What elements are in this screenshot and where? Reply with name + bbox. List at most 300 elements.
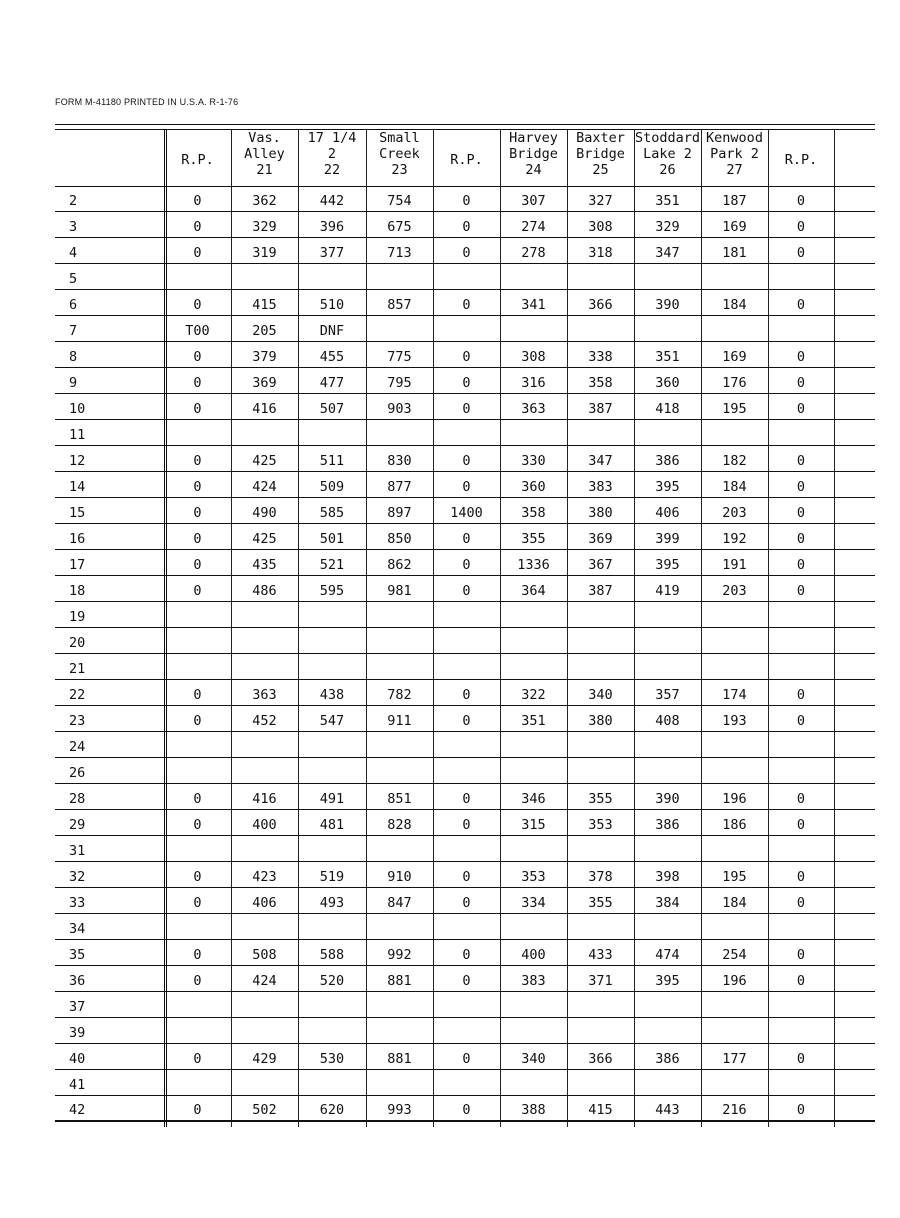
cell-stoddard: 360 [655,375,680,391]
cell-vas: 435 [252,557,277,573]
cell-rp2: 0 [462,297,471,313]
cell-rp2: 0 [462,557,471,573]
cell-rp3: 0 [796,453,806,469]
row-label: 32 [69,869,86,885]
cell-stoddard: 347 [655,245,680,261]
cell-kenwood: 187 [722,193,747,209]
cell-kenwood: 176 [722,375,747,391]
cell-small: 862 [387,557,412,573]
cell-kenwood: 169 [722,349,747,365]
cell-rp1: 0 [193,479,202,495]
cell-small: 795 [387,375,412,391]
cell-rp3: 0 [796,947,806,963]
table-row [55,316,875,342]
row-label: 9 [69,375,78,391]
row-label: 33 [69,895,86,911]
cell-baxter: 355 [588,895,613,911]
cell-rp1: 0 [193,245,202,261]
cell-rp1: 0 [193,401,202,417]
cell-small: 903 [387,401,412,417]
row-label: 41 [69,1077,86,1093]
table-row [55,498,875,524]
cell-stoddard: 419 [655,583,680,599]
cell-c1714: 396 [319,219,345,235]
row-label: 21 [69,661,86,677]
cell-kenwood: 195 [722,869,747,885]
cell-vas: 416 [252,791,277,807]
cell-vas: 362 [252,193,277,209]
cell-c1714: 585 [319,505,345,521]
row-label: 17 [69,557,86,573]
row-label: 11 [69,427,86,443]
cell-rp2: 0 [462,219,471,235]
cell-rp1: 0 [193,895,202,911]
table-row [55,706,875,732]
table-top-rule [55,124,875,125]
cell-rp2: 0 [462,583,471,599]
cell-baxter: 318 [588,245,613,261]
cell-rp2: 0 [462,817,471,833]
row-label: 28 [69,791,86,807]
table-row [55,1044,875,1070]
cell-kenwood: 191 [722,557,747,573]
cell-c1714: 595 [319,583,345,599]
cell-rp2: 1400 [450,505,483,521]
cell-rp3: 0 [796,687,806,703]
row-label: 22 [69,687,86,703]
cell-vas: 400 [252,817,277,833]
cell-c1714: 509 [319,479,345,495]
cell-c1714: 511 [319,453,345,469]
table-row [55,576,875,602]
table-row [55,602,875,628]
table-row [55,446,875,472]
cell-kenwood: 216 [722,1102,747,1118]
cell-rp3: 0 [796,219,806,235]
cell-kenwood: 169 [722,219,747,235]
cell-stoddard: 395 [655,479,680,495]
cell-baxter: 308 [588,219,613,235]
cell-rp3: 0 [796,713,806,729]
cell-stoddard: 386 [655,1051,680,1067]
cell-rp1: 0 [193,219,202,235]
column-header-rp2: R.P. [450,152,483,168]
cell-vas: 379 [252,349,277,365]
cell-small: 897 [387,505,412,521]
row-label: 20 [69,635,86,651]
data-table [55,124,875,1129]
cell-baxter: 366 [588,1051,613,1067]
cell-small: 992 [387,947,412,963]
cell-rp2: 0 [462,479,471,495]
cell-c1714: 491 [319,791,345,807]
table-row [55,680,875,706]
cell-vas: 424 [252,973,277,989]
cell-harvey: 340 [521,1051,546,1067]
cell-rp3: 0 [796,557,806,573]
cell-rp3: 0 [796,973,806,989]
row-label: 39 [69,1025,86,1041]
cell-c1714: 588 [319,947,345,963]
cell-harvey: 307 [521,193,546,209]
row-label: 42 [69,1102,86,1118]
row-label: 31 [69,843,86,859]
cell-stoddard: 329 [655,219,680,235]
cell-small: 675 [387,219,412,235]
table-row [55,212,875,238]
cell-c1714: 620 [319,1102,345,1118]
cell-stoddard: 418 [655,401,680,417]
table-row [55,342,875,368]
cell-baxter: 380 [588,713,613,729]
cell-c1714: 519 [319,869,345,885]
table-row [55,758,875,784]
column-header-c1714: 17 1/4 2 22 [307,130,357,178]
cell-kenwood: 181 [722,245,747,261]
cell-rp3: 0 [796,531,806,547]
cell-baxter: 371 [588,973,613,989]
cell-harvey: 278 [521,245,546,261]
cell-rp3: 0 [796,791,806,807]
form-number-label: FORM M-41180 PRINTED IN U.S.A. R-1-76 [55,97,239,107]
table-row [55,524,875,550]
row-label: 10 [69,401,86,417]
cell-rp3: 0 [796,193,806,209]
cell-baxter: 338 [588,349,613,365]
cell-small: 828 [387,817,412,833]
row-label: 35 [69,947,86,963]
cell-baxter: 340 [588,687,613,703]
cell-stoddard: 351 [655,193,680,209]
row-label: 24 [69,739,86,755]
cell-vas: 415 [252,297,277,313]
cell-c1714: 547 [319,713,345,729]
table-row [55,1018,875,1044]
cell-kenwood: 184 [722,297,747,313]
cell-vas: 363 [252,687,277,703]
cell-harvey: 341 [521,297,546,313]
cell-rp1: 0 [193,531,202,547]
cell-vas: 425 [252,453,277,469]
cell-vas: 425 [252,531,277,547]
cell-rp3: 0 [796,297,806,313]
cell-c1714: 455 [319,349,345,365]
cell-small: 782 [387,687,412,703]
cell-vas: 416 [252,401,277,417]
cell-c1714: 481 [319,817,345,833]
table-row [55,888,875,914]
table-row [55,810,875,836]
cell-vas: 429 [252,1051,277,1067]
table-row [55,628,875,654]
table-row [55,238,875,264]
cell-rp2: 0 [462,1051,471,1067]
cell-stoddard: 384 [655,895,680,911]
cell-rp3: 0 [796,817,806,833]
cell-small: 851 [387,791,412,807]
cell-rp2: 0 [462,531,471,547]
cell-baxter: 355 [588,791,613,807]
cell-baxter: 347 [588,453,613,469]
cell-c1714: 501 [319,531,345,547]
cell-harvey: 383 [521,973,546,989]
cell-harvey: 334 [521,895,546,911]
cell-stoddard: 390 [655,791,680,807]
cell-rp2: 0 [462,713,471,729]
cell-rp1: 0 [193,349,202,365]
cell-rp1: 0 [193,193,202,209]
cell-small: 830 [387,453,412,469]
table-row [55,368,875,394]
table-row [55,264,875,290]
column-header-stoddard: Stoddard Lake 2 26 [634,130,701,178]
cell-small: 993 [387,1102,412,1118]
cell-rp1: 0 [193,375,202,391]
cell-kenwood: 177 [722,1051,747,1067]
cell-rp2: 0 [462,375,471,391]
cell-rp3: 0 [796,401,806,417]
column-header-vas: Vas. Alley 21 [244,130,285,178]
table-row [55,862,875,888]
cell-rp2: 0 [462,349,471,365]
cell-kenwood: 192 [722,531,747,547]
cell-rp1: 0 [193,1102,202,1118]
cell-baxter: 369 [588,531,613,547]
cell-rp1: T00 [185,323,210,339]
table-row [55,186,875,212]
row-label: 37 [69,999,86,1015]
cell-stoddard: 357 [655,687,680,703]
cell-harvey: 360 [521,479,546,495]
table-row [55,914,875,940]
cell-rp1: 0 [193,687,202,703]
cell-stoddard: 474 [655,947,680,963]
cell-c1714: 438 [319,687,345,703]
cell-baxter: 383 [588,479,613,495]
cell-harvey: 364 [521,583,546,599]
cell-kenwood: 184 [722,895,747,911]
table-row [55,966,875,992]
cell-harvey: 388 [521,1102,546,1118]
cell-vas: 406 [252,895,277,911]
cell-rp1: 0 [193,557,202,573]
cell-rp2: 0 [462,1102,471,1118]
cell-rp3: 0 [796,479,806,495]
cell-harvey: 346 [521,791,546,807]
cell-harvey: 330 [521,453,546,469]
cell-rp3: 0 [796,375,806,391]
row-label: 40 [69,1051,86,1067]
cell-harvey: 308 [521,349,546,365]
cell-rp3: 0 [796,245,806,261]
cell-small: 877 [387,479,412,495]
cell-baxter: 415 [588,1102,613,1118]
cell-c1714: 520 [319,973,345,989]
cell-rp1: 0 [193,1051,202,1067]
cell-vas: 369 [252,375,277,391]
cell-c1714: 442 [319,193,345,209]
cell-vas: 508 [252,947,277,963]
row-label: 3 [69,219,78,235]
table-row [55,472,875,498]
cell-small: 981 [387,583,412,599]
cell-baxter: 380 [588,505,613,521]
cell-c1714: 507 [319,401,345,417]
cell-rp1: 0 [193,817,202,833]
row-label: 14 [69,479,86,495]
cell-harvey: 316 [521,375,546,391]
cell-vas: 329 [252,219,277,235]
row-label: 4 [69,245,78,261]
cell-stoddard: 398 [655,869,680,885]
cell-kenwood: 196 [722,791,747,807]
row-label: 16 [69,531,86,547]
column-header-rp1: R.P. [181,152,214,168]
cell-rp3: 0 [796,1051,806,1067]
cell-rp2: 0 [462,687,471,703]
column-header-harvey: Harvey Bridge 24 [509,130,558,178]
column-header-baxter: Baxter Bridge 25 [576,130,625,178]
cell-rp1: 0 [193,973,202,989]
row-label: 15 [69,505,86,521]
cell-stoddard: 395 [655,557,680,573]
cell-stoddard: 351 [655,349,680,365]
cell-c1714: DNF [319,323,345,339]
cell-stoddard: 395 [655,973,680,989]
table-row [55,290,875,316]
table-row [55,732,875,758]
cell-kenwood: 182 [722,453,747,469]
cell-rp2: 0 [462,895,471,911]
cell-harvey: 274 [521,219,546,235]
cell-c1714: 521 [319,557,345,573]
cell-vas: 319 [252,245,277,261]
cell-rp2: 0 [462,947,471,963]
cell-stoddard: 386 [655,817,680,833]
cell-kenwood: 254 [722,947,747,963]
cell-rp3: 0 [796,895,806,911]
table-row [55,1070,875,1096]
cell-baxter: 378 [588,869,613,885]
row-label: 6 [69,297,78,313]
cell-vas: 452 [252,713,277,729]
cell-vas: 486 [252,583,277,599]
cell-baxter: 366 [588,297,613,313]
table-row [55,940,875,966]
cell-rp2: 0 [462,869,471,885]
cell-rp2: 0 [462,401,471,417]
row-label: 23 [69,713,86,729]
table-row [55,992,875,1018]
cell-rp3: 0 [796,583,806,599]
row-label: 18 [69,583,86,599]
cell-rp3: 0 [796,1102,806,1118]
cell-baxter: 433 [588,947,613,963]
cell-kenwood: 203 [722,583,747,599]
row-label: 8 [69,349,78,365]
cell-rp3: 0 [796,869,806,885]
row-label: 26 [69,765,86,781]
cell-vas: 424 [252,479,277,495]
cell-vas: 423 [252,869,277,885]
row-label: 5 [69,271,78,287]
table-row [55,784,875,810]
column-header-rp3: R.P. [784,152,818,168]
cell-rp1: 0 [193,505,202,521]
row-label: 36 [69,973,86,989]
cell-small: 857 [387,297,412,313]
cell-small: 911 [387,713,412,729]
cell-kenwood: 203 [722,505,747,521]
cell-baxter: 387 [588,401,613,417]
row-label: 7 [69,323,78,339]
cell-harvey: 322 [521,687,546,703]
cell-stoddard: 390 [655,297,680,313]
cell-small: 910 [387,869,412,885]
row-label: 12 [69,453,86,469]
cell-c1714: 530 [319,1051,345,1067]
column-header-small: Small Creek 23 [379,130,420,178]
cell-small: 754 [387,193,412,209]
cell-c1714: 493 [319,895,345,911]
row-label: 34 [69,921,86,937]
table-row [55,550,875,576]
cell-kenwood: 196 [722,973,747,989]
cell-harvey: 363 [521,401,546,417]
cell-rp1: 0 [193,869,202,885]
cell-rp2: 0 [462,973,471,989]
table-row [55,1096,875,1122]
cell-small: 881 [387,973,412,989]
table-row [55,394,875,420]
cell-rp3: 0 [796,505,806,521]
cell-vas: 205 [252,323,277,339]
cell-small: 850 [387,531,412,547]
cell-baxter: 327 [588,193,613,209]
cell-harvey: 400 [521,947,546,963]
cell-harvey: 1336 [517,557,550,573]
cell-small: 775 [387,349,412,365]
cell-baxter: 367 [588,557,613,573]
cell-rp2: 0 [462,193,471,209]
cell-harvey: 355 [521,531,546,547]
cell-harvey: 353 [521,869,546,885]
cell-rp1: 0 [193,297,202,313]
cell-harvey: 315 [521,817,546,833]
cell-rp2: 0 [462,791,471,807]
cell-kenwood: 174 [722,687,747,703]
cell-stoddard: 399 [655,531,680,547]
table-row [55,654,875,680]
cell-rp1: 0 [193,453,202,469]
cell-c1714: 477 [319,375,345,391]
row-label: 29 [69,817,86,833]
cell-baxter: 353 [588,817,613,833]
cell-rp3: 0 [796,349,806,365]
cell-baxter: 387 [588,583,613,599]
column-header-kenwood: Kenwood Park 2 27 [706,130,763,178]
cell-harvey: 358 [521,505,546,521]
cell-vas: 502 [252,1102,277,1118]
cell-baxter: 358 [588,375,613,391]
cell-kenwood: 193 [722,713,747,729]
cell-small: 713 [387,245,412,261]
cell-rp1: 0 [193,713,202,729]
cell-stoddard: 443 [655,1102,680,1118]
cell-kenwood: 186 [722,817,747,833]
cell-small: 847 [387,895,412,911]
cell-rp2: 0 [462,453,471,469]
